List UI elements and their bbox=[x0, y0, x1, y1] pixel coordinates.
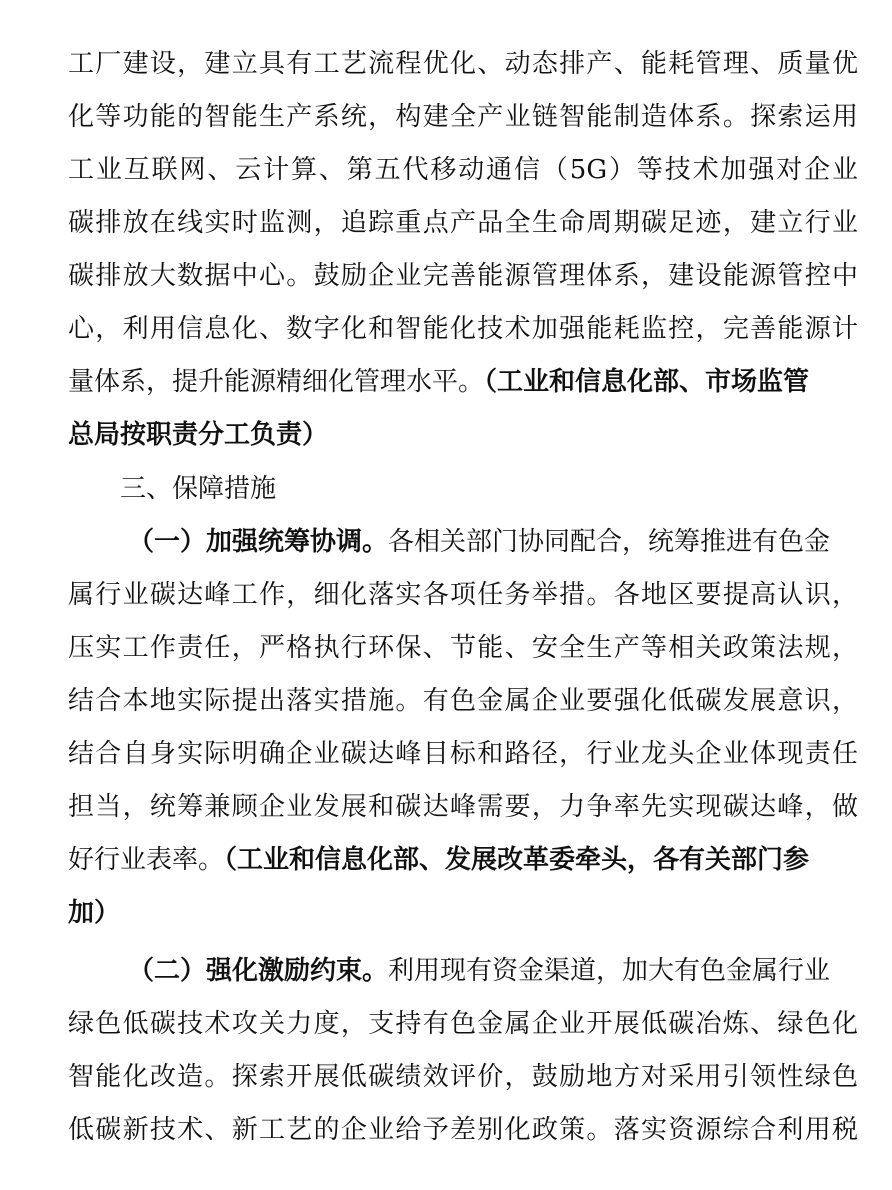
paragraph-title: （一）加强统筹协调。 bbox=[128, 527, 389, 557]
text-line: 心，利用信息化、数字化和智能化技术加强能耗监控，完善能源计 bbox=[68, 314, 858, 344]
body-text: 好行业表率。 bbox=[68, 845, 225, 875]
responsible-dept-note: 加） bbox=[68, 898, 121, 928]
body-text: 各相关部门协同配合，统筹推进有色金 bbox=[388, 527, 831, 557]
text-line: 压实工作责任，严格执行环保、节能、安全生产等相关政策法规， bbox=[68, 633, 858, 663]
text-line: 化等功能的智能生产系统，构建全产业链智能制造体系。探索运用 bbox=[68, 102, 858, 132]
responsible-dept-note: （工业和信息化部、发展改革委牵头，各有关部门参 bbox=[224, 845, 810, 875]
text-line: 碳排放大数据中心。鼓励企业完善能源管理体系，建设能源管控中 bbox=[68, 261, 858, 291]
text-line: 绿色低碳技术攻关力度，支持有色金属企业开展低碳冶炼、绿色化 bbox=[68, 1009, 858, 1039]
text-line-mixed bbox=[68, 840, 858, 880]
body-text: 量体系，提升能源精细化管理水平。 bbox=[68, 367, 485, 397]
text-line: 结合自身实际明确企业碳达峰目标和路径，行业龙头企业体现责任 bbox=[68, 739, 858, 769]
paragraph-title: （二）强化激励约束。 bbox=[128, 956, 389, 986]
text-line-mixed bbox=[68, 362, 858, 402]
text-line: 低碳新技术、新工艺的企业给予差别化政策。落实资源综合利用税 bbox=[68, 1115, 858, 1145]
responsible-dept-note: 总局按职责分工负责） bbox=[68, 420, 329, 450]
text-line: 工厂建设，建立具有工艺流程优化、动态排产、能耗管理、质量优 bbox=[68, 49, 858, 79]
text-line: 属行业碳达峰工作，细化落实各项任务举措。各地区要提高认识， bbox=[68, 580, 858, 610]
body-text: 利用现有资金渠道，加大有色金属行业 bbox=[388, 956, 831, 986]
section-heading: 三、保障措施 bbox=[120, 474, 277, 504]
text-line: 结合本地实际提出落实措施。有色金属企业要强化低碳发展意识， bbox=[68, 686, 858, 716]
paragraph-first-line bbox=[128, 951, 858, 991]
paragraph-first-line bbox=[128, 522, 858, 562]
text-line: 担当，统筹兼顾企业发展和碳达峰需要，力争率先实现碳达峰，做 bbox=[68, 792, 858, 822]
responsible-dept-note: （工业和信息化部、市场监管 bbox=[484, 367, 810, 397]
text-line: 工业互联网、云计算、第五代移动通信（5G）等技术加强对企业 bbox=[68, 155, 858, 185]
text-line: 智能化改造。探索开展低碳绩效评价，鼓励地方对采用引领性绿色 bbox=[68, 1062, 858, 1092]
text-line: 碳排放在线实时监测，追踪重点产品全生命周期碳足迹，建立行业 bbox=[68, 208, 858, 238]
